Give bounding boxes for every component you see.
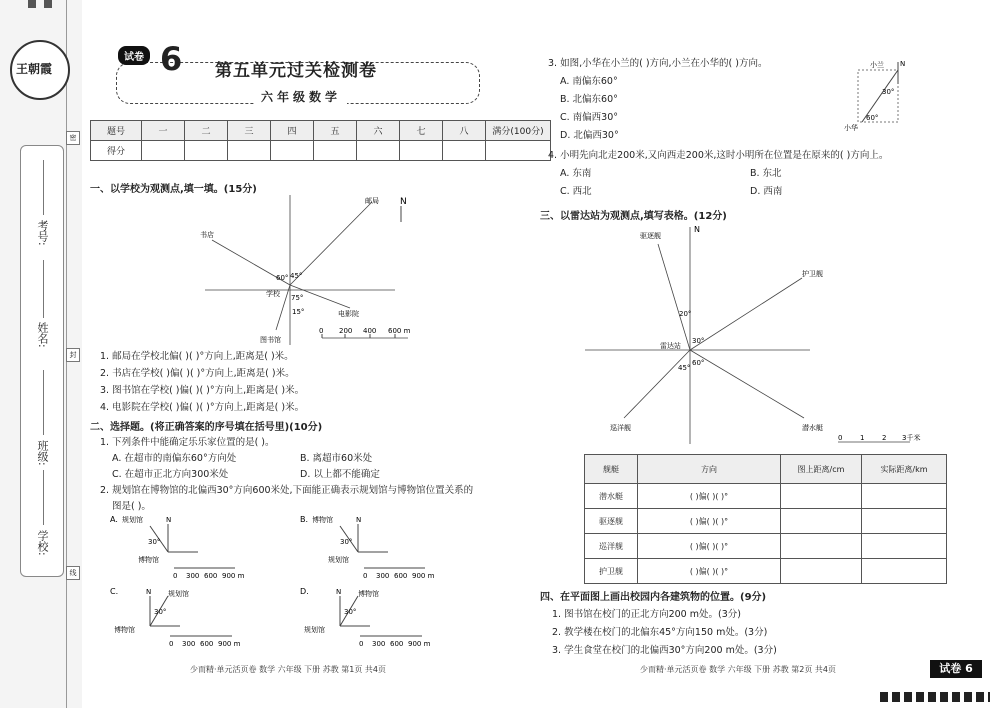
class-label: 班级: [36,440,49,466]
scale-label: 900 m [218,640,241,648]
s2-q1-option-b: B. 离超市60米处 [300,453,373,464]
s2-q3-option-d: D. 北偏西30° [560,130,619,141]
radar-col-header: 图上距离/cm [781,455,862,484]
table-row [585,559,947,584]
score-cell[interactable] [228,141,271,161]
angle-label: 75° [291,294,304,302]
angle-label: 30° [692,337,705,345]
s2-option-c-diagram [110,584,260,654]
place-cinema: 电影院 [338,310,359,318]
center-radar: 雷达站 [660,342,681,350]
score-column: 七 [400,121,443,141]
ship-name: 巡洋舰 [585,534,638,559]
angle-label: 15° [292,308,305,316]
exam-number-label: 考号: [36,220,49,246]
map-distance-cell[interactable] [781,509,862,534]
s2-q1-option-a: A. 在超市的南偏东60°方向处 [112,453,237,464]
s2-q4-option-b: B. 东北 [750,168,782,179]
page-subtitle: 六年级数学 [255,88,347,105]
score-cell[interactable] [271,141,314,161]
direction-cell[interactable]: ( )偏( )( )° [638,509,781,534]
section1-heading: 一、以学校为观测点,填一填。(15分) [90,184,257,195]
score-column: 四 [271,121,314,141]
section3-heading: 三、以雷达站为观测点,填写表格。(12分) [540,211,727,222]
map-distance-cell[interactable] [781,559,862,584]
map-distance-cell[interactable] [781,534,862,559]
score-column: 八 [443,121,486,141]
s2-q4-option-d: D. 西南 [750,186,783,197]
north-label: N [356,516,362,524]
angle-label: 30° [344,608,357,616]
scale-label: 300 [182,640,196,648]
score-column: 五 [314,121,357,141]
scale-label: 900 m [408,640,431,648]
ship-frigate: 护卫舰 [802,270,823,278]
radar-col-header: 舰艇 [585,455,638,484]
score-column-total: 满分(100分) [486,121,551,141]
s4-item-2: 2. 教学楼在校门的北偏东45°方向150 m处。(3分) [552,627,768,638]
angle-label: 30° [882,88,895,96]
angle-label: 30° [148,538,161,546]
radar-table-header [585,455,947,484]
school-direction-diagram [190,190,420,350]
north-label: N [146,588,152,596]
table-row [585,484,947,509]
decorative-strip [880,692,990,702]
name-field[interactable] [43,260,44,318]
s2-q3-diagram [840,56,920,136]
scale-label: 300 [376,572,390,580]
scale-label: 3千米 [902,434,921,442]
north-label: N [400,197,407,207]
radar-table [584,454,947,584]
ship-name: 护卫舰 [585,559,638,584]
score-column: 三 [228,121,271,141]
s2-question-3: 3. 如图,小华在小兰的( )方向,小兰在小华的( )方向。 [548,58,768,69]
s2-q4-option-c: C. 西北 [560,186,592,197]
score-row-label: 得分 [91,141,142,161]
seal-feng: 封 [66,348,80,362]
label-plan-hall: 规划馆 [122,516,143,524]
radar-diagram [580,222,940,448]
actual-distance-cell[interactable] [862,484,947,509]
s2-q4-option-a: A. 东南 [560,168,592,179]
angle-label: 30° [340,538,353,546]
scale-label: 600 [200,640,214,648]
north-label: N [694,225,700,234]
label-plan-hall: 规划馆 [304,626,325,634]
angle-label: 45° [678,364,691,372]
section4-heading: 四、在平面图上画出校园内各建筑物的位置。(9分) [540,592,767,603]
option-letter: C. [110,587,119,596]
score-cell[interactable] [400,141,443,161]
footer-left: 少而精·单元活页卷 数学 六年级 下册 苏教 第1页 共4页 [190,665,386,674]
school-label: 学校: [36,530,49,556]
scale-label: 0 [359,640,364,648]
scale-label: 400 [363,327,377,335]
scale-label: 300 [186,572,200,580]
score-column: 六 [357,121,400,141]
direction-cell[interactable]: ( )偏( )( )° [638,484,781,509]
score-row-label: 题号 [91,121,142,141]
score-cell[interactable] [443,141,486,161]
ray-submarine [690,350,804,418]
label-museum: 博物馆 [114,626,135,634]
s1-question-3: 3. 图书馆在学校( )偏( )( )°方向上,距离是( )米。 [100,385,305,396]
scale-label: 1 [860,434,865,442]
place-bookstore: 书店 [200,231,214,239]
label-xiaolan: 小兰 [870,61,884,69]
scale-label: 0 [838,434,843,442]
exam-number-field[interactable] [43,160,44,215]
score-column: 二 [185,121,228,141]
label-museum: 博物馆 [138,556,159,564]
angle-label: 20° [679,310,692,318]
s1-question-1: 1. 邮局在学校北偏( )( )°方向上,距离是( )米。 [100,351,294,362]
s2-question-1: 1. 下列条件中能确定乐乐家位置的是( )。 [100,437,275,448]
ship-destroyer: 驱逐舰 [640,232,661,240]
label-plan-hall: 规划馆 [168,590,189,598]
s4-item-3: 3. 学生食堂在校门的北偏西30°方向200 m处。(3分) [552,645,777,656]
angle-label: 60° [276,274,289,282]
student-info-box [20,145,64,577]
scale-label: 600 m [388,327,411,335]
scale-label: 600 [390,640,404,648]
option-letter: B. [300,515,309,524]
scale-label: 0 [169,640,174,648]
label-museum: 博物馆 [358,590,379,598]
score-cell[interactable] [357,141,400,161]
binding-tick [44,0,52,8]
ray-destroyer [658,244,690,350]
score-cell[interactable] [185,141,228,161]
direction-cell[interactable]: ( )偏( )( )° [638,559,781,584]
s2-question-2-line2: 图是( )。 [112,501,151,512]
scale-label: 0 [363,572,368,580]
ray-cruiser [624,350,690,418]
s2-q3-option-a: A. 南偏东60° [560,76,618,87]
s2-option-d-diagram [300,584,450,654]
scale-label: 2 [882,434,887,442]
page-title: 第五单元过关检测卷 [215,61,377,81]
angle-label: 60° [692,359,705,367]
ship-name: 驱逐舰 [585,509,638,534]
seal-mi: 密 [66,131,80,145]
score-column: 一 [142,121,185,141]
label-xiaohua: 小华 [844,124,858,132]
table-row [585,534,947,559]
score-cell[interactable] [142,141,185,161]
place-post-office: 邮局 [365,197,379,205]
footer-right: 少而精·单元活页卷 数学 六年级 下册 苏教 第2页 共4页 [640,665,836,674]
ship-submarine: 潜水艇 [802,424,823,432]
ship-cruiser: 巡洋舰 [610,424,631,432]
label-museum: 博物馆 [312,516,333,524]
score-cell[interactable] [486,141,551,161]
scale-label: 900 m [412,572,435,580]
scale-label: 300 [372,640,386,648]
exam-tag: 试卷 [118,46,150,65]
angle-label: 45° [290,272,303,280]
seal-xian: 线 [66,566,80,580]
binding-tick [28,0,36,8]
s2-q1-option-d: D. 以上都不能确定 [300,469,380,480]
s2-q1-option-c: C. 在超市正北方向300米处 [112,469,229,480]
exam-badge: 试卷 6 [930,660,982,678]
class-field[interactable] [43,370,44,435]
actual-distance-cell[interactable] [862,534,947,559]
scale-label: 200 [339,327,353,335]
score-table-score-row [91,141,551,161]
score-cell[interactable] [314,141,357,161]
s2-q3-option-b: B. 北偏东60° [560,94,618,105]
angle-label: 60° [866,114,879,122]
scale-label: 600 [394,572,408,580]
radar-col-header: 方向 [638,455,781,484]
s2-option-b-diagram [300,512,450,582]
north-label: N [166,516,172,524]
s1-question-4: 4. 电影院在学校( )偏( )( )°方向上,距离是( )米。 [100,402,305,413]
ray-frigate [690,278,802,350]
name-label: 姓名: [36,322,49,348]
score-table-header-row [91,121,551,141]
score-table [90,120,551,161]
ship-name: 潜水艇 [585,484,638,509]
scale-label: 900 m [222,572,245,580]
logo-text: 王朝霞 [16,62,53,76]
radar-col-header: 实际距离/km [862,455,947,484]
s2-question-4: 4. 小明先向北走200米,又向西走200米,这时小明所在位置是在原来的( )方向上。 [548,150,889,161]
direction-cell[interactable]: ( )偏( )( )° [638,534,781,559]
scale-label: 0 [319,327,324,335]
north-label: N [900,60,906,68]
north-label: N [336,588,342,596]
exam-number: 6 [160,40,183,78]
s2-question-2-line1: 2. 规划馆在博物馆的北偏西30°方向600米处,下面能正确表示规划馆与博物馆位置关系的 [100,485,474,496]
scale-label: 600 [204,572,218,580]
actual-distance-cell[interactable] [862,559,947,584]
angle-label: 30° [154,608,167,616]
place-school: 学校 [266,290,280,298]
s4-item-1: 1. 图书馆在校门的正北方向200 m处。(3分) [552,609,741,620]
s2-option-a-diagram [110,512,260,582]
label-plan-hall: 规划馆 [328,556,349,564]
school-field[interactable] [43,470,44,525]
scale-label: 0 [173,572,178,580]
actual-distance-cell[interactable] [862,509,947,534]
option-letter: D. [300,587,309,596]
place-library: 图书馆 [260,336,281,344]
logo [10,40,70,100]
section2-heading: 二、选择题。(将正确答案的序号填在括号里)(10分) [90,422,323,433]
map-distance-cell[interactable] [781,484,862,509]
table-row [585,509,947,534]
option-letter: A. [110,515,118,524]
s1-question-2: 2. 书店在学校( )偏( )( )°方向上,距离是( )米。 [100,368,295,379]
s2-q3-option-c: C. 南偏西30° [560,112,619,123]
